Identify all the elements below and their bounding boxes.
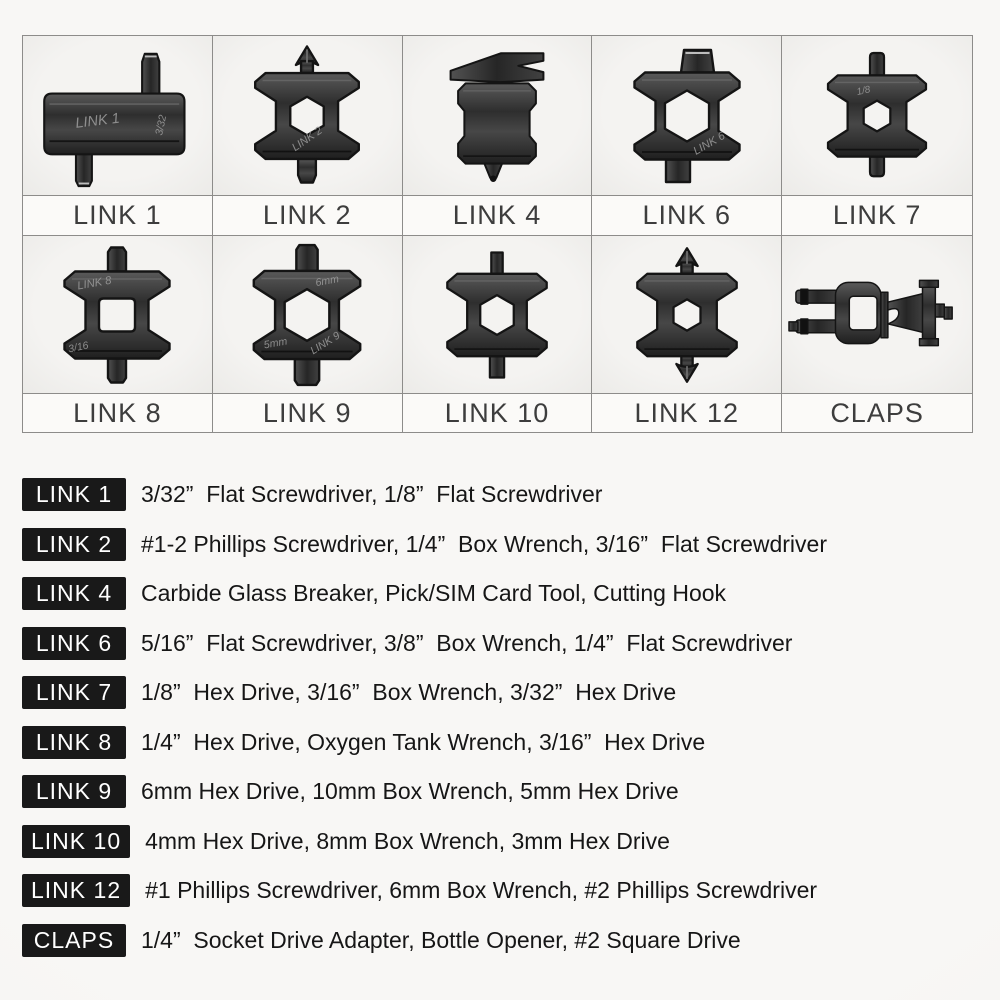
- link-1-engraving-size: 3/32: [153, 113, 170, 136]
- link-8-engraving-size: 3/16: [67, 338, 91, 355]
- grid-cell-photo-link-1: [23, 36, 213, 196]
- legend-row-link-9: [22, 775, 982, 808]
- link-10-photo: [426, 240, 568, 390]
- legend-badge-link-2: LINK 2: [22, 528, 126, 561]
- legend-badge-link-1: LINK 1: [22, 478, 126, 511]
- grid-label-claps: [782, 394, 972, 432]
- legend-badge-link-12: LINK 12: [22, 874, 130, 907]
- legend-row-link-2: [22, 528, 982, 561]
- legend-row-link-10: [22, 825, 982, 858]
- legend-desc-link-10: 4mm Hex Drive, 8mm Box Wrench, 3mm Hex Drive: [145, 827, 670, 854]
- grid-label-link-8: [23, 394, 213, 432]
- legend-desc-link-12: #1 Phillips Screwdriver, 6mm Box Wrench, #2 Phillips Screwdriver: [145, 877, 818, 903]
- link-2-engraving: LINK 2: [290, 124, 325, 154]
- legend-row-link-6: [22, 627, 982, 660]
- grid-label-text: LINK 12: [634, 397, 740, 428]
- grid-label-link-10: [403, 394, 593, 432]
- grid-label-link-12: [592, 394, 782, 432]
- grid-label-link-9: [213, 394, 403, 432]
- grid-label-text: LINK 1: [73, 200, 162, 230]
- link-1-engraving: LINK 1: [74, 110, 122, 132]
- legend-row-link-12: [22, 874, 982, 907]
- legend-badge-link-4: LINK 4: [22, 577, 126, 610]
- grid-label-text: LINK 7: [832, 200, 922, 230]
- grid-label-text: CLAPS: [830, 397, 924, 428]
- grid-cell-photo-link-8: [23, 236, 213, 394]
- legend-row-link-7: [22, 676, 982, 709]
- legend-badge-link-7: LINK 7: [22, 676, 126, 709]
- link-7-engraving: 1/8: [855, 83, 872, 98]
- legend-badge-link-6: LINK 6: [22, 627, 126, 660]
- grid-cell-photo-claps: [782, 236, 972, 394]
- legend-badge-link-8: LINK 8: [22, 726, 126, 759]
- link-7-photo: [807, 42, 947, 190]
- grid-label-text: LINK 9: [262, 397, 352, 428]
- legend-row-link-1: [22, 478, 982, 511]
- grid-cell-photo-link-9: [213, 236, 403, 394]
- grid-label-link-7: [782, 196, 972, 236]
- link-9-photo: [231, 239, 383, 391]
- grid-label-link-2: [213, 196, 403, 236]
- link-8-engraving: LINK 8: [76, 274, 113, 292]
- link-1-photo: [31, 43, 203, 189]
- legend-badge-claps: CLAPS: [22, 924, 126, 957]
- legend-badge-link-10: LINK 10: [22, 825, 130, 858]
- legend-desc-link-6: 5/16” Flat Screwdriver, 3/8” Box Wrench, 1/4” Flat Screwdriver: [141, 629, 793, 656]
- legend-desc-link-4: Carbide Glass Breaker, Pick/SIM Card Tool, Cutting Hook: [141, 580, 727, 606]
- link-9-engraving-name: LINK 9: [308, 329, 343, 357]
- parts-grid: [22, 35, 973, 433]
- grid-cell-photo-link-6: [592, 36, 782, 196]
- link-4-photo: [428, 40, 566, 192]
- grid-label-text: LINK 8: [73, 397, 162, 428]
- grid-cell-photo-link-4: [403, 36, 593, 196]
- legend: [22, 478, 982, 973]
- link-8-photo: [42, 240, 192, 390]
- link-6-photo: [612, 41, 762, 191]
- grid-label-link-4: [403, 196, 593, 236]
- legend-desc-link-2: #1-2 Phillips Screwdriver, 1/4” Box Wrench, 3/16” Flat Screwdriver: [141, 530, 827, 557]
- grid-cell-photo-link-7: [782, 36, 972, 196]
- grid-cell-photo-link-2: [213, 36, 403, 196]
- legend-desc-link-8: 1/4” Hex Drive, Oxygen Tank Wrench, 3/16” Hex Drive: [141, 728, 706, 755]
- claps-photo: [788, 270, 966, 360]
- grid-label-link-6: [592, 196, 782, 236]
- grid-label-text: LINK 6: [642, 200, 732, 230]
- grid-label-text: LINK 4: [452, 200, 542, 230]
- grid-label-text: LINK 10: [444, 397, 550, 428]
- legend-desc-link-7: 1/8” Hex Drive, 3/16” Box Wrench, 3/32” Hex Drive: [141, 679, 677, 705]
- grid-cell-photo-link-10: [403, 236, 593, 394]
- legend-desc-link-1: 3/32” Flat Screwdriver, 1/8” Flat Screwdriver: [141, 481, 603, 507]
- grid-cell-photo-link-12: [592, 236, 782, 394]
- link-9-engraving-bottom: 5mm: [263, 334, 289, 351]
- legend-desc-claps: 1/4” Socket Drive Adapter, Bottle Opener, #2 Square Drive: [141, 926, 741, 953]
- link-2-photo: [233, 42, 381, 190]
- link-12-photo: [616, 239, 758, 391]
- legend-desc-link-9: 6mm Hex Drive, 10mm Box Wrench, 5mm Hex Drive: [141, 778, 679, 804]
- link-9-engraving-top: 6mm: [314, 272, 341, 289]
- link-6-engraving: LINK 6: [691, 129, 728, 158]
- legend-badge-link-9: LINK 9: [22, 775, 126, 808]
- legend-row-link-4: [22, 577, 982, 610]
- grid-label-link-1: [23, 196, 213, 236]
- legend-row-claps: [22, 924, 982, 957]
- grid-label-text: LINK 2: [262, 200, 352, 230]
- legend-row-link-8: [22, 726, 982, 759]
